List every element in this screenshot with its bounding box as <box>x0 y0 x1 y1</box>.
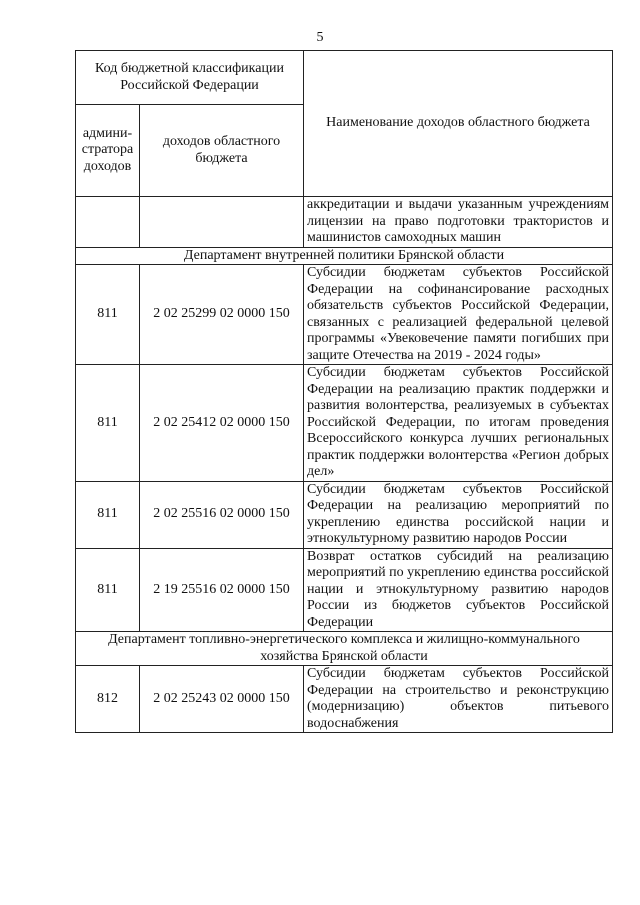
department-row <box>76 247 613 265</box>
admin-code: 811 <box>76 365 140 482</box>
header-name-label: Наименование доходов областного бюджета <box>326 115 590 131</box>
admin-code: 812 <box>76 666 140 733</box>
income-code: 2 02 25516 02 0000 150 <box>140 481 304 548</box>
department-row <box>76 632 613 666</box>
income-code: 2 02 25299 02 0000 150 <box>140 265 304 365</box>
admin-code: 811 <box>76 265 140 365</box>
department-title: Департамент топливно-энергетического комплекса и жилищно-коммунального хозяйства Брянской области <box>76 632 613 666</box>
header-code-group: Код бюджетной классификации Российской Федерации <box>76 51 304 105</box>
admin-code: 811 <box>76 548 140 632</box>
income-name: Возврат остатков субсидий на реализацию мероприятий по укреплению единства российской нации и этнокультурному развитию народов России из бюджетов субъектов Российской Федерации <box>304 548 613 632</box>
income-code: 2 19 25516 02 0000 150 <box>140 548 304 632</box>
header-name-column <box>304 51 613 197</box>
table-row <box>76 666 613 733</box>
budget-classification-table <box>75 50 613 733</box>
page-number: 5 <box>316 30 324 45</box>
income-name: Субсидии бюджетам субъектов Российской Федерации на строительство и реконструкцию (модернизацию) объектов питьевого водоснабжения <box>304 666 613 733</box>
table-header-row <box>76 51 613 105</box>
income-name: Субсидии бюджетам субъектов Российской Федерации на реализацию мероприятий по укреплению единства российской нации и этнокультурному развитию народов России <box>304 481 613 548</box>
table-row <box>76 548 613 632</box>
continuation-row <box>76 197 613 248</box>
department-title: Департамент внутренней политики Брянской области <box>76 247 613 265</box>
empty-cell <box>140 197 304 248</box>
income-name: Субсидии бюджетам субъектов Российской Федерации на реализацию практик поддержки и развития волонтерства, реализуемых в субъектах Российской Федерации, по итогам проведения Всероссийского конкурса лучших региональных практик поддержки волонтерства «Регион добрых дел» <box>304 365 613 482</box>
admin-code: 811 <box>76 481 140 548</box>
table-row <box>76 481 613 548</box>
header-income-column: доходов областного бюджета <box>140 105 304 197</box>
header-admin-column: админи-стратора доходов <box>76 105 140 197</box>
table-row <box>76 365 613 482</box>
table-row <box>76 265 613 365</box>
income-name: Субсидии бюджетам субъектов Российской Федерации на софинансирование расходных обязательств субъектов Российской Федерации, связанных с реализацией федеральной целевой программы «Увековечение памяти погибших при защите Отечества на 2019 - 2024 годы» <box>304 265 613 365</box>
income-code: 2 02 25412 02 0000 150 <box>140 365 304 482</box>
continuation-text: аккредитации и выдачи указанным учреждениям лицензии на право подготовки трактористов и машинистов самоходных машин <box>304 197 613 248</box>
income-code: 2 02 25243 02 0000 150 <box>140 666 304 733</box>
empty-cell <box>76 197 140 248</box>
